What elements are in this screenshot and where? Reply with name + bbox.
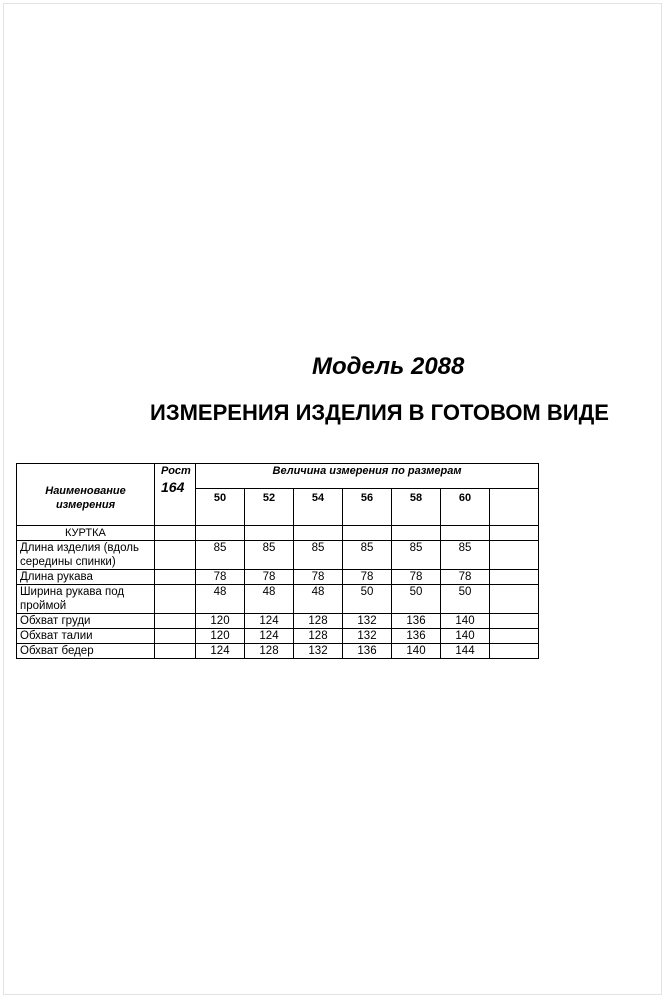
section-label: КУРТКА bbox=[17, 526, 155, 541]
measurement-value: 50 bbox=[343, 585, 392, 614]
height-cell bbox=[155, 570, 196, 585]
measurement-value: 140 bbox=[441, 629, 490, 644]
height-value: 164 bbox=[161, 479, 185, 495]
table-row bbox=[17, 644, 539, 659]
size-header: 52 bbox=[245, 489, 294, 526]
measurement-value: 78 bbox=[441, 570, 490, 585]
table-cell bbox=[343, 526, 392, 541]
measurement-value: 78 bbox=[392, 570, 441, 585]
height-cell bbox=[155, 614, 196, 629]
size-header: 54 bbox=[294, 489, 343, 526]
height-cell bbox=[155, 629, 196, 644]
measurement-value: 85 bbox=[343, 541, 392, 570]
measurement-value: 132 bbox=[343, 614, 392, 629]
table-cell bbox=[294, 526, 343, 541]
measurement-value bbox=[490, 644, 539, 659]
measurement-name: Ширина рукава под проймой bbox=[17, 585, 155, 614]
measurement-value: 85 bbox=[392, 541, 441, 570]
measurement-value: 78 bbox=[343, 570, 392, 585]
measurement-value: 48 bbox=[196, 585, 245, 614]
table-row bbox=[17, 570, 539, 585]
measurement-value: 85 bbox=[294, 541, 343, 570]
size-header: 50 bbox=[196, 489, 245, 526]
table-cell bbox=[441, 526, 490, 541]
table-row bbox=[17, 629, 539, 644]
measurement-name: Обхват талии bbox=[17, 629, 155, 644]
model-title: Модель 2088 bbox=[312, 353, 465, 380]
measurement-value: 50 bbox=[441, 585, 490, 614]
measurement-value: 132 bbox=[294, 644, 343, 659]
measurement-value: 140 bbox=[392, 644, 441, 659]
size-header: 58 bbox=[392, 489, 441, 526]
measurement-value: 85 bbox=[441, 541, 490, 570]
measurement-value: 136 bbox=[392, 614, 441, 629]
measurement-value: 120 bbox=[196, 614, 245, 629]
measurement-value: 120 bbox=[196, 629, 245, 644]
height-header bbox=[155, 464, 196, 526]
height-label: Рост bbox=[161, 465, 191, 477]
measurement-value: 85 bbox=[196, 541, 245, 570]
measurement-value bbox=[490, 570, 539, 585]
measurement-value: 144 bbox=[441, 644, 490, 659]
height-cell bbox=[155, 541, 196, 570]
measurement-value: 124 bbox=[245, 614, 294, 629]
name-header: Наименование измерения bbox=[17, 464, 155, 526]
measurement-value: 140 bbox=[441, 614, 490, 629]
size-header: 60 bbox=[441, 489, 490, 526]
measurement-value: 136 bbox=[343, 644, 392, 659]
table-row bbox=[17, 585, 539, 614]
measurement-value bbox=[490, 614, 539, 629]
size-header bbox=[490, 489, 539, 526]
height-cell bbox=[155, 585, 196, 614]
header-row bbox=[17, 464, 539, 489]
sizes-header: Величина измерения по размерам bbox=[196, 464, 539, 489]
measurement-value: 48 bbox=[245, 585, 294, 614]
measurement-value: 78 bbox=[294, 570, 343, 585]
table-row bbox=[17, 541, 539, 570]
measurement-value: 50 bbox=[392, 585, 441, 614]
measurement-value: 128 bbox=[294, 629, 343, 644]
table-cell bbox=[490, 526, 539, 541]
measurement-value: 128 bbox=[294, 614, 343, 629]
section-row bbox=[17, 526, 539, 541]
measurement-value: 78 bbox=[196, 570, 245, 585]
measurements-table bbox=[16, 463, 539, 659]
table-cell bbox=[196, 526, 245, 541]
measurement-value: 132 bbox=[343, 629, 392, 644]
table-cell bbox=[245, 526, 294, 541]
measurement-value: 128 bbox=[245, 644, 294, 659]
table-row bbox=[17, 614, 539, 629]
table-cell bbox=[392, 526, 441, 541]
measurement-name: Длина изделия (вдоль середины спинки) bbox=[17, 541, 155, 570]
table-cell bbox=[155, 526, 196, 541]
measurement-value: 136 bbox=[392, 629, 441, 644]
measurement-value bbox=[490, 629, 539, 644]
measurement-name: Обхват груди bbox=[17, 614, 155, 629]
measurement-value: 85 bbox=[245, 541, 294, 570]
measurement-name: Длина рукава bbox=[17, 570, 155, 585]
page-title: ИЗМЕРЕНИЯ ИЗДЕЛИЯ В ГОТОВОМ ВИДЕ bbox=[150, 400, 609, 425]
measurement-value: 124 bbox=[245, 629, 294, 644]
height-cell bbox=[155, 644, 196, 659]
measurement-value: 48 bbox=[294, 585, 343, 614]
measurement-value: 78 bbox=[245, 570, 294, 585]
measurement-value bbox=[490, 585, 539, 614]
measurement-value: 124 bbox=[196, 644, 245, 659]
measurement-value bbox=[490, 541, 539, 570]
measurement-name: Обхват бедер bbox=[17, 644, 155, 659]
size-header: 56 bbox=[343, 489, 392, 526]
